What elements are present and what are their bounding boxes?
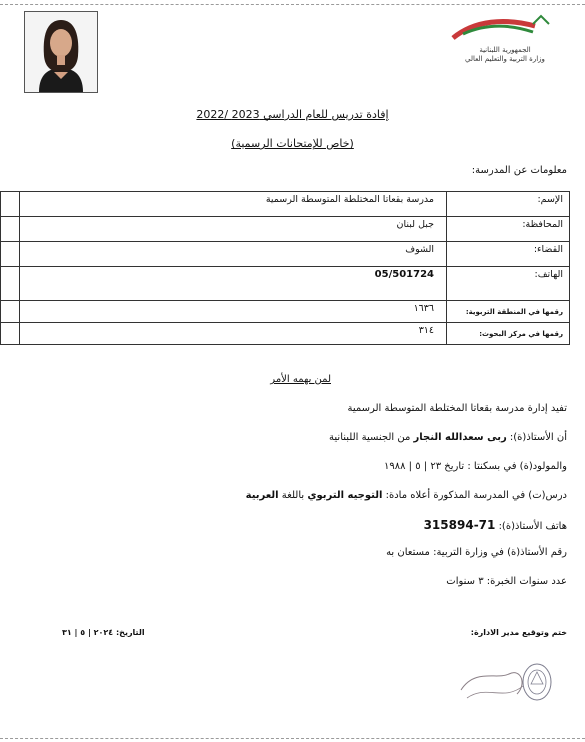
school-stamp-icon: [457, 654, 557, 714]
district-value: الشوف: [20, 242, 447, 267]
taught-prefix: درس(ت) في المدرسة المذكورة أعلاه مادة:: [385, 490, 567, 501]
table-edge-cell: [1, 323, 20, 345]
teacher-phone-value: 71-315894: [423, 518, 496, 532]
ministry-number-line: رقم الأستاذ(ة) في وزارة التربية: مستعان به: [386, 547, 567, 558]
table-edge-cell: [1, 217, 20, 242]
district-label: القضاء:: [447, 242, 570, 267]
table-row: [1, 301, 570, 323]
table-row: [1, 267, 570, 301]
table-edge-cell: [1, 301, 20, 323]
teacher-line: [329, 432, 567, 443]
teacher-phone-prefix: هاتف الأستاذ(ة):: [498, 521, 567, 532]
teacher-phone-line: [424, 518, 567, 532]
name-label: الإسم:: [447, 192, 570, 217]
signature-label: ختم وتوقيع مدير الادارة:: [470, 628, 567, 637]
education-zone-number-label: رقمها في المنطقة التربوية:: [447, 301, 570, 323]
bottom-dashed-border: [0, 738, 585, 739]
intro-line: تفيد إدارة مدرسة بقعاتا المختلطة المتوسطة الرسمية: [347, 403, 567, 414]
table-row: [1, 217, 570, 242]
teacher-prefix: أن الأستاذ(ة):: [509, 432, 567, 443]
subject-value: التوجيه التربوي: [307, 490, 383, 501]
table-edge-cell: [1, 242, 20, 267]
research-center-number-value: ٣١٤: [20, 323, 447, 345]
birth-line: والمولود(ة) في بسكنتا : تاريخ ٢٣ | ٥ | ١٩٨٨: [384, 461, 567, 472]
ministry-logo: [445, 12, 565, 72]
date-label: التاريخ: ٢٠٢٤ | ٥ | ٣١: [62, 628, 145, 637]
phone-label: الهاتف:: [447, 267, 570, 301]
school-info-table: [0, 191, 570, 345]
education-zone-number-value: ١٦٣٦: [20, 301, 447, 323]
ministry-logo-icon: [445, 12, 565, 42]
table-row: [1, 323, 570, 345]
top-dashed-border: [0, 4, 585, 5]
logo-line-1: الجمهورية اللبنانية: [479, 46, 531, 54]
language-value: العربية: [245, 490, 279, 501]
language-prefix: باللغة: [281, 490, 305, 501]
name-value: مدرسة بقعاتا المختلطة المتوسطة الرسمية: [20, 192, 447, 217]
teacher-photo: [24, 11, 98, 93]
governorate-label: المحافظة:: [447, 217, 570, 242]
teacher-suffix: من الجنسية اللبنانية: [329, 432, 411, 443]
experience-line: عدد سنوات الخبرة: ٣ سنوات: [446, 576, 567, 587]
research-center-number-label: رقمها في مركز البحوث:: [447, 323, 570, 345]
document-title: إفادة تدريس للعام الدراسي 2023 /2022: [196, 108, 389, 121]
school-info-label: معلومات عن المدرسة:: [471, 165, 567, 176]
table-edge-cell: [1, 267, 20, 301]
table-row: [1, 242, 570, 267]
table-row: [1, 192, 570, 217]
subject-line: [246, 490, 567, 501]
governorate-value: جبل لبنان: [20, 217, 447, 242]
logo-line-2: وزارة التربية والتعليم العالي: [465, 55, 545, 63]
document-subtitle: (خاص للإمتحانات الرسمية): [231, 137, 354, 150]
teacher-name: ربى سعدالله النجار: [413, 432, 507, 443]
to-whom-heading: لمن يهمه الأمر: [270, 374, 331, 385]
phone-value: 05/501724: [20, 267, 447, 301]
table-edge-cell: [1, 192, 20, 217]
